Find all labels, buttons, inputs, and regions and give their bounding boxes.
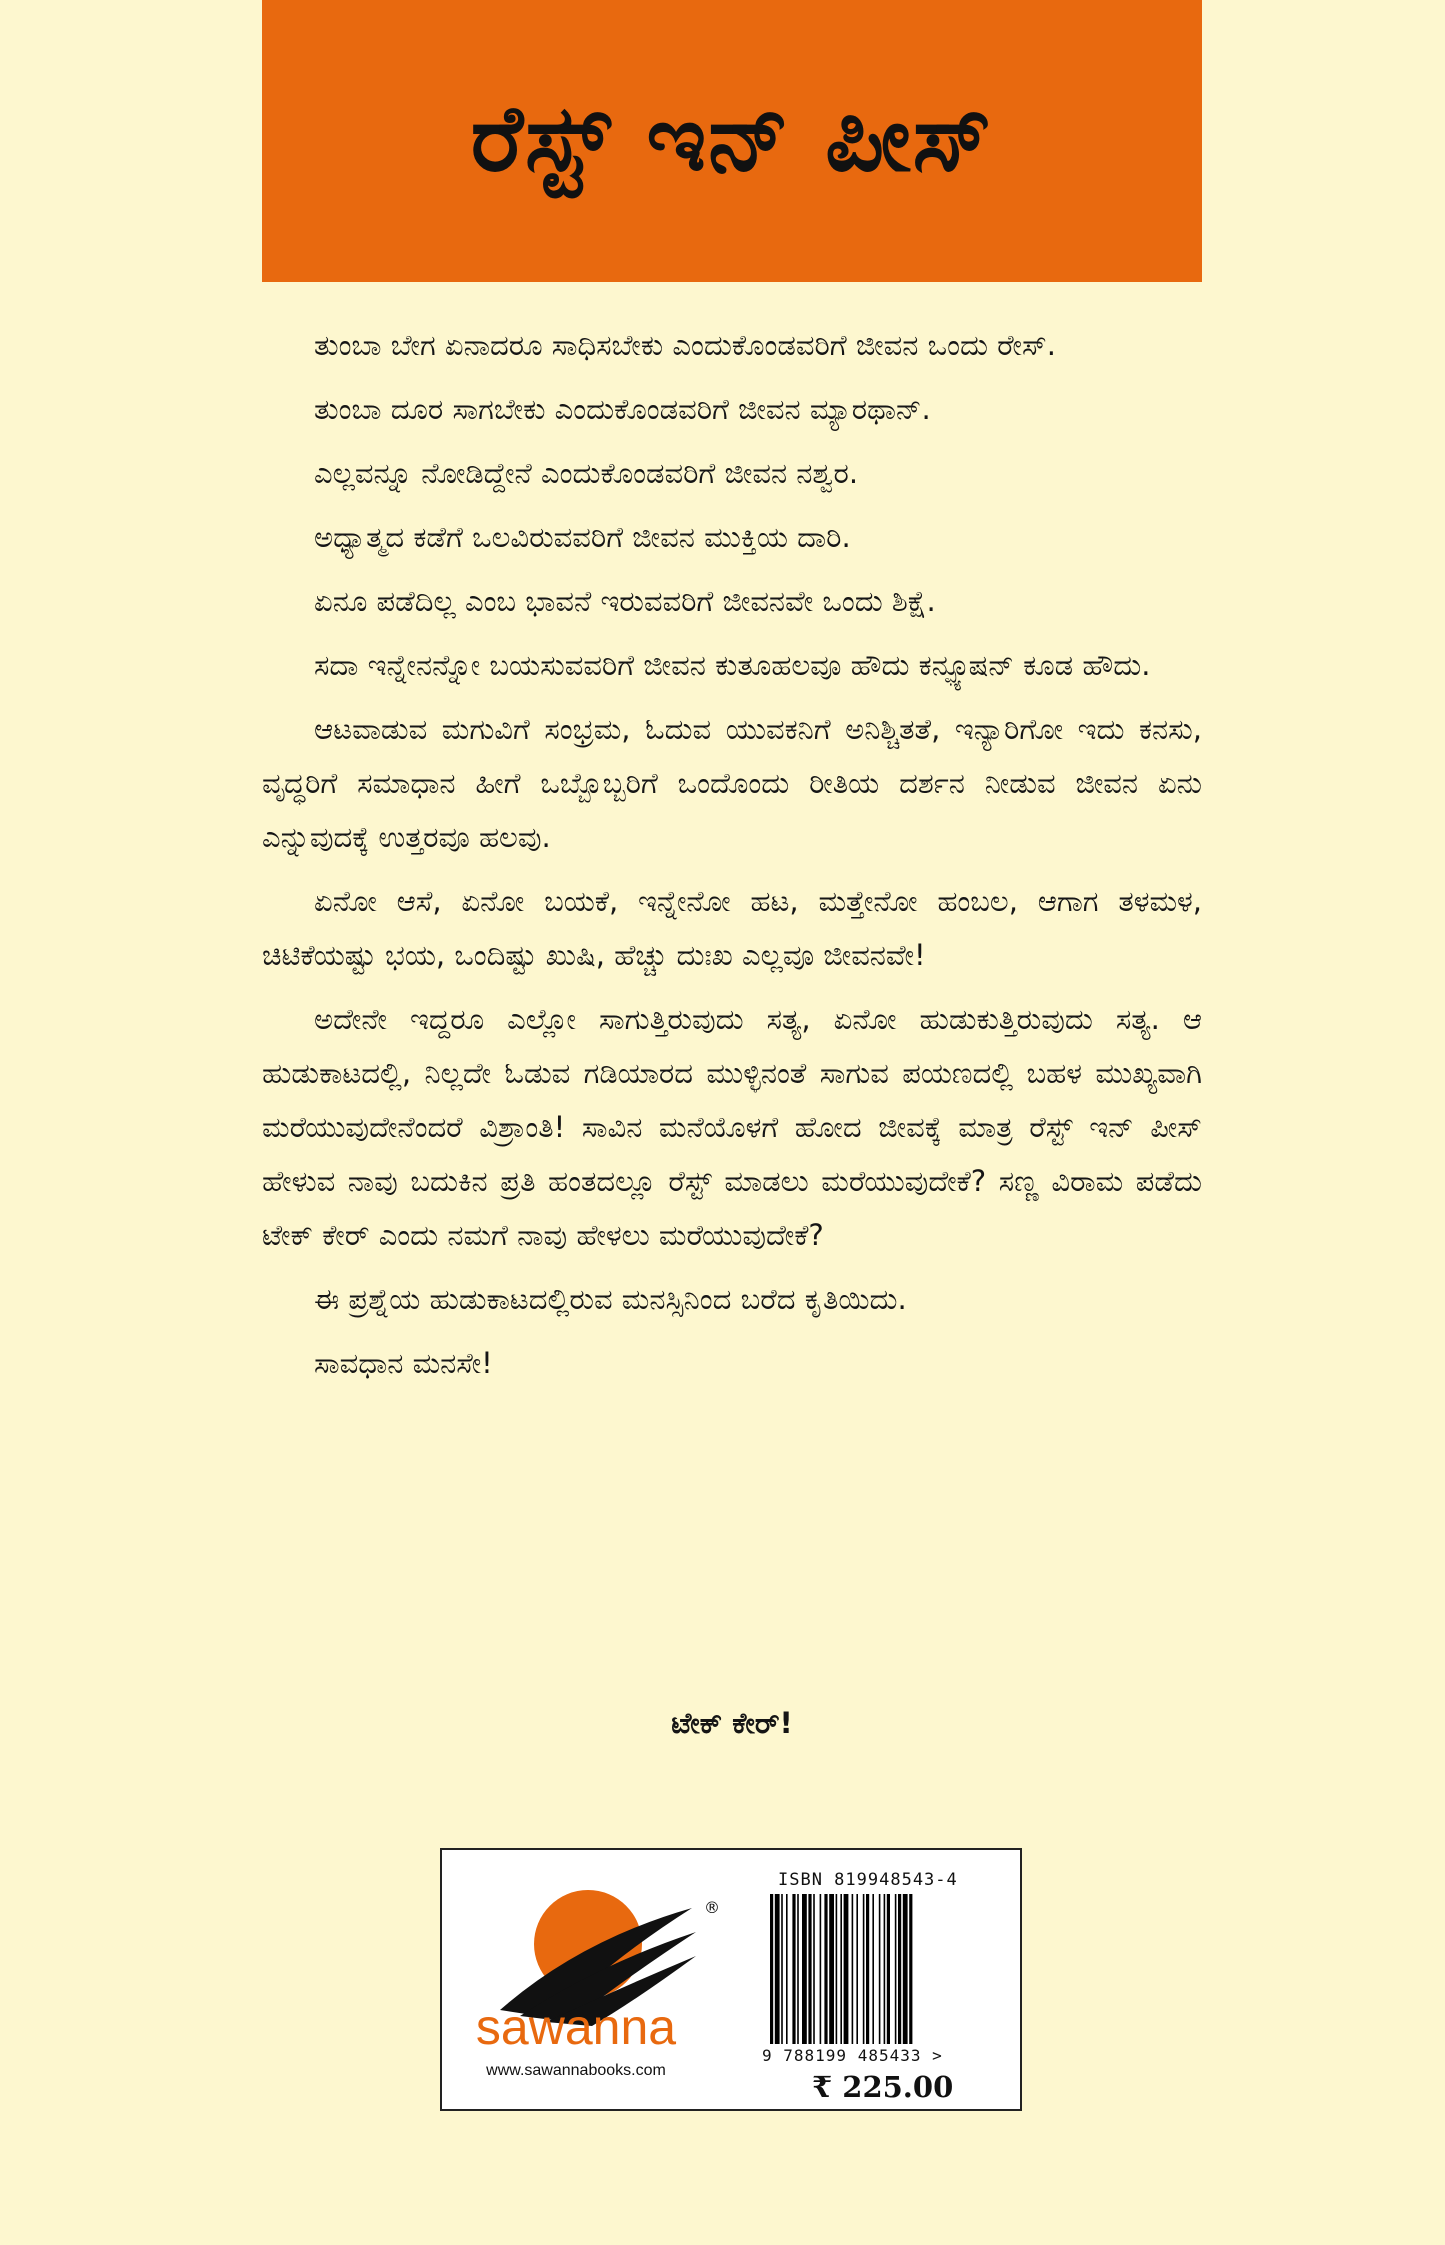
blurb-paragraph-8: ಏನೋ ಆಸೆ, ಏನೋ ಬಯಕೆ, ಇನ್ನೇನೋ ಹಟ, ಮತ್ತೇನೋ ಹಂಬಲ, ಆಗಾಗ ತಳಮಳ, ಚಿಟಿಕೆಯಷ್ಟು ಭಯ, ಒಂದಿಷ್ಟು ಖುಷಿ, ಹೆಚ್ಚು ದುಃಖ ಎಲ್ಲವೂ ಜೀವನವೇ! [262,884,1202,972]
title-banner [262,0,1202,282]
publisher-website: www.sawannabooks.com [486,2062,666,2079]
blurb-paragraph-2: ತುಂಬಾ ದೂರ ಸಾಗಬೇಕು ಎಂದುಕೊಂಡವರಿಗೆ ಜೀವನ ಮ್ಯಾರಥಾನ್. [314,392,931,426]
signoff-text: ಟೇಕ್ ಕೇರ್! [671,1706,793,1740]
blurb-paragraph-6: ಸದಾ ಇನ್ನೇನನ್ನೋ ಬಯಸುವವರಿಗೆ ಜೀವನ ಕುತೂಹಲವೂ ಹೌದು ಕನ್ಫ್ಯೂಷನ್ ಕೂಡ ಹೌದು. [314,648,1151,682]
blurb-paragraph-4: ಅಧ್ಯಾತ್ಮದ ಕಡೆಗೆ ಒಲವಿರುವವರಿಗೆ ಜೀವನ ಮುಕ್ತಿಯ ದಾರಿ. [314,520,851,554]
barcode-icon [770,1894,992,2044]
registered-mark: ® [704,1898,720,1917]
blurb-paragraph-11: ಸಾವಧಾನ ಮನಸೇ! [314,1346,493,1380]
blurb-paragraph-7: ಆಟವಾಡುವ ಮಗುವಿಗೆ ಸಂಭ್ರಮ, ಓದುವ ಯುವಕನಿಗೆ ಅನಿಶ್ಚಿತತೆ, ಇನ್ಯಾರಿಗೋ ಇದು ಕನಸು, ವೃದ್ಧರಿಗೆ ಸಮಾಧಾನ ಹೀಗೆ ಒಬ್ಬೊಬ್ಬರಿಗೆ ಒಂದೊಂದು ರೀತಿಯ ದರ್ಶನ ನೀಡುವ ಜೀವನ ಏನು ಎನ್ನುವುದಕ್ಕೆ ಉತ್ತರವೂ ಹಲವು. [262,712,1202,854]
publisher-barcode-box [440,1848,1022,2111]
isbn-digits: 9 788199 485433 > [762,2046,943,2065]
book-title: ರೆಸ್ಟ್ ಇನ್ ಪೀಸ್ [470,85,994,192]
blurb-paragraph-3: ಎಲ್ಲವನ್ನೂ ನೋಡಿದ್ದೇನೆ ಎಂದುಕೊಂಡವರಿಗೆ ಜೀವನ ನಶ್ವರ. [314,456,859,490]
isbn-label: ISBN 819948543-4 [778,1870,958,1890]
blurb-paragraph-10: ಈ ಪ್ರಶ್ನೆಯ ಹುಡುಕಾಟದಲ್ಲಿರುವ ಮನಸ್ಸಿನಿಂದ ಬರೆದ ಕೃತಿಯಿದು. [314,1282,907,1316]
blurb-paragraph-1: ತುಂಬಾ ಬೇಗ ಏನಾದರೂ ಸಾಧಿಸಬೇಕು ಎಂದುಕೊಂಡವರಿಗೆ ಜೀವನ ಒಂದು ರೇಸ್. [314,328,1056,362]
back-cover-blurb [262,318,1202,1400]
publisher-name: sawanna [475,1999,677,2055]
price: ₹ 225.00 [812,2070,954,2104]
blurb-paragraph-9: ಅದೇನೇ ಇದ್ದರೂ ಎಲ್ಲೋ ಸಾಗುತ್ತಿರುವುದು ಸತ್ಯ, ಏನೋ ಹುಡುಕುತ್ತಿರುವುದು ಸತ್ಯ. ಆ ಹುಡುಕಾಟದಲ್ಲಿ, ನಿಲ್ಲದೇ ಓಡುವ ಗಡಿಯಾರದ ಮುಳ್ಳಿನಂತೆ ಸಾಗುವ ಪಯಣದಲ್ಲಿ ಬಹಳ ಮುಖ್ಯವಾಗಿ ಮರೆಯುವುದೇನೆಂದರೆ ವಿಶ್ರಾಂತಿ! ಸಾವಿನ ಮನೆಯೊಳಗೆ ಹೋದ ಜೀವಕ್ಕೆ ಮಾತ್ರ ರೆಸ್ಟ್ ಇನ್ ಪೀಸ್ ಹೇಳುವ ನಾವು ಬದುಕಿನ ಪ್ರತಿ ಹಂತದಲ್ಲೂ ರೆಸ್ಟ್ ಮಾಡಲು ಮರೆಯುವುದೇಕೆ? ಸಣ್ಣ ವಿರಾಮ ಪಡೆದು ಟೇಕ್ ಕೇರ್ ಎಂದು ನಮಗೆ ನಾವು ಹೇಳಲು ಮರೆಯುವುದೇಕೆ? [262,1002,1202,1252]
blurb-paragraph-5: ಏನೂ ಪಡೆದಿಲ್ಲ ಎಂಬ ಭಾವನೆ ಇರುವವರಿಗೆ ಜೀವನವೇ ಒಂದು ಶಿಕ್ಷೆ. [314,584,936,618]
